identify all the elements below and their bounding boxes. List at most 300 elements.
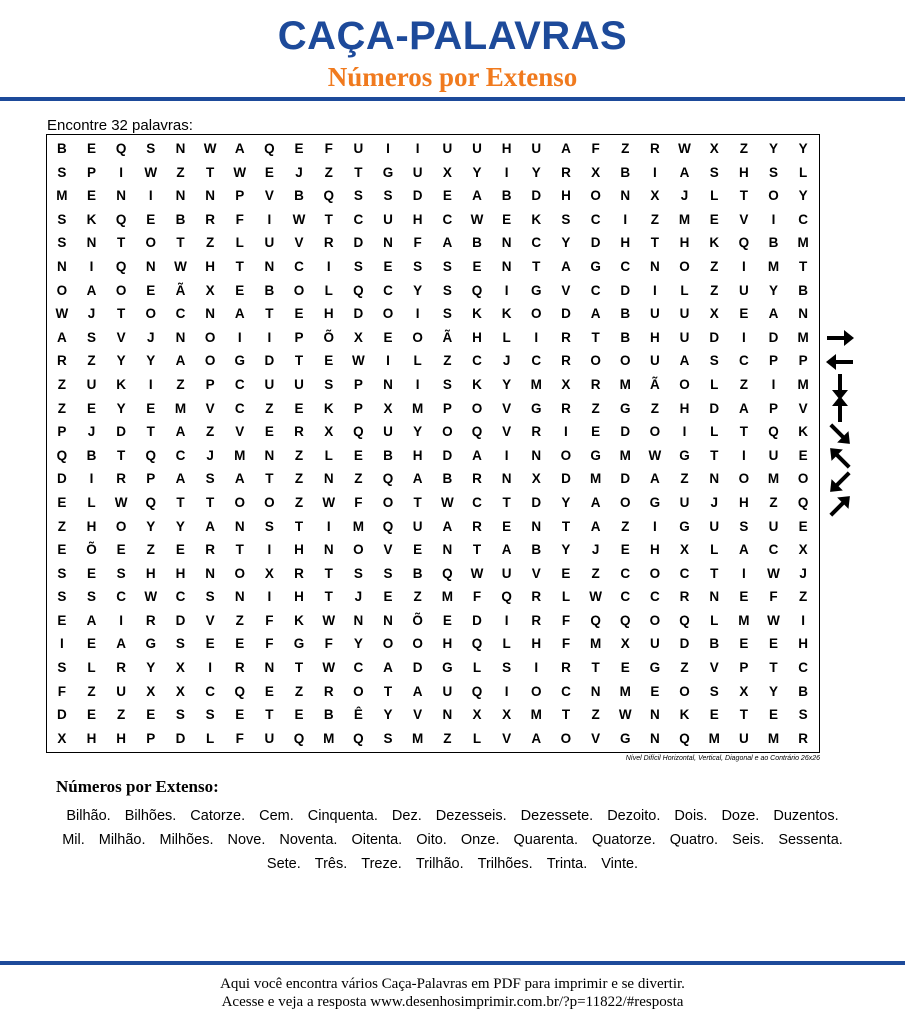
- grid-cell: U: [709, 518, 720, 534]
- grid-cell: A: [205, 518, 215, 534]
- grid-cell: P: [235, 188, 245, 204]
- grid-cell: V: [709, 660, 719, 676]
- grid-cell: O: [412, 636, 423, 652]
- grid-cell: V: [502, 730, 512, 746]
- grid-cell: A: [86, 282, 97, 298]
- grid-cell: M: [174, 400, 187, 416]
- grid-cell: L: [561, 589, 571, 605]
- grid-cell: K: [294, 612, 304, 628]
- grid-cell: F: [57, 683, 66, 699]
- grid-cell: P: [353, 376, 363, 392]
- grid-cell: F: [235, 730, 244, 746]
- grid-cell: U: [383, 424, 393, 440]
- grid-cell: T: [146, 424, 155, 440]
- grid-cell: S: [442, 306, 452, 322]
- grid-cell: G: [145, 636, 157, 652]
- grid-cell: Q: [264, 141, 275, 156]
- grid-cell: R: [116, 660, 126, 676]
- grid-cell: R: [205, 211, 215, 227]
- grid-cell: M: [619, 447, 631, 463]
- grid-cell: N: [86, 235, 97, 251]
- grid-cell: Z: [769, 494, 778, 510]
- grid-cell: U: [768, 447, 779, 463]
- arrow-up-right-icon: [822, 494, 858, 518]
- grid-cell: B: [323, 707, 334, 723]
- grid-cell: N: [383, 376, 393, 392]
- grid-cell: J: [206, 447, 214, 463]
- grid-cell: T: [413, 494, 422, 510]
- grid-cell: Z: [650, 400, 660, 416]
- grid-cell: Q: [679, 730, 690, 746]
- grid-cell: X: [175, 683, 185, 699]
- grid-cell: E: [798, 447, 808, 463]
- grid-cell: O: [204, 329, 216, 345]
- page-title: CAÇA-PALAVRAS: [277, 14, 628, 58]
- grid-cell: F: [324, 141, 333, 156]
- grid-cell: T: [117, 306, 126, 322]
- grid-cell: M: [589, 636, 602, 652]
- grid-cell: A: [234, 306, 245, 322]
- grid-cell: W: [144, 589, 158, 605]
- grid-cell: C: [738, 353, 749, 369]
- grid-cell: V: [502, 424, 512, 440]
- grid-cell: I: [59, 636, 64, 652]
- grid-cell: N: [353, 612, 364, 628]
- grid-cell: Z: [205, 424, 215, 440]
- grid-cell: E: [383, 589, 393, 605]
- grid-cell: L: [710, 424, 719, 440]
- grid-cell: A: [561, 258, 571, 274]
- grid-cell: Y: [353, 636, 363, 652]
- grid-cell: N: [531, 447, 542, 463]
- grid-cell: D: [561, 471, 571, 487]
- grid-cell: S: [709, 164, 719, 180]
- grid-cell: I: [504, 447, 509, 463]
- grid-cell: W: [470, 211, 484, 227]
- grid-cell: N: [145, 258, 156, 274]
- grid-cell: M: [412, 730, 424, 746]
- grid-cell: F: [324, 636, 333, 652]
- grid-cell: H: [412, 211, 423, 227]
- grid-cell: E: [57, 542, 67, 558]
- top-divider: [0, 97, 905, 101]
- grid-cell: W: [114, 494, 128, 510]
- grid-cell: C: [620, 565, 631, 581]
- grid-cell: A: [650, 471, 660, 487]
- grid-cell: B: [175, 211, 186, 227]
- grid-cell: Z: [591, 707, 600, 723]
- grid-cell: B: [768, 235, 779, 251]
- grid-cell: N: [383, 612, 393, 628]
- grid-cell: D: [620, 282, 631, 298]
- grid-cell: H: [798, 636, 809, 652]
- grid-cell: N: [175, 141, 186, 156]
- grid-cell: A: [561, 141, 571, 156]
- grid-cell: K: [472, 306, 482, 322]
- grid-cell: I: [208, 660, 212, 676]
- grid-cell: P: [769, 400, 779, 416]
- grid-cell: O: [353, 683, 364, 699]
- grid-cell: N: [323, 471, 334, 487]
- grid-cell: Ã: [650, 376, 660, 392]
- grid-cell: E: [57, 612, 67, 628]
- grid-cell: Õ: [86, 542, 97, 558]
- grid-cell: C: [531, 353, 542, 369]
- grid-cell: O: [234, 494, 245, 510]
- word-list-item: Nove.: [227, 832, 266, 848]
- grid-cell: U: [383, 211, 393, 227]
- grid-cell: R: [472, 518, 482, 534]
- grid-cell: E: [769, 707, 779, 723]
- grid-cell: T: [710, 565, 719, 581]
- grid-cell: E: [86, 400, 96, 416]
- grid-cell: N: [56, 258, 67, 274]
- grid-cell: V: [413, 707, 423, 723]
- grid-cell: E: [502, 211, 512, 227]
- grid-cell: E: [235, 282, 245, 298]
- grid-cell: E: [86, 565, 96, 581]
- grid-cell: Ê: [353, 707, 363, 723]
- grid-cell: I: [415, 141, 420, 156]
- grid-cell: I: [89, 258, 94, 274]
- grid-cell: J: [295, 164, 303, 180]
- grid-cell: M: [589, 471, 602, 487]
- grid-cell: H: [472, 329, 482, 345]
- grid-cell: N: [501, 235, 512, 251]
- grid-cell: M: [323, 730, 335, 746]
- grid-cell: Q: [293, 730, 305, 746]
- grid-cell: E: [620, 660, 630, 676]
- grid-cell: D: [531, 494, 542, 510]
- grid-cell: O: [204, 353, 216, 369]
- grid-cell: E: [116, 542, 126, 558]
- grid-cell: R: [205, 542, 215, 558]
- grid-cell: G: [531, 400, 542, 416]
- grid-cell: V: [502, 400, 512, 416]
- grid-cell: O: [145, 306, 157, 322]
- grid-cell: L: [502, 329, 511, 345]
- grid-cell: D: [679, 636, 690, 652]
- grid-cell: I: [267, 589, 272, 605]
- grid-cell: N: [205, 565, 215, 581]
- grid-cell: Q: [471, 424, 483, 440]
- grid-cell: Y: [561, 494, 571, 510]
- grid-cell: A: [234, 471, 245, 487]
- grid-cell: A: [175, 424, 186, 440]
- grid-cell: O: [679, 683, 690, 699]
- grid-cell: L: [472, 660, 482, 676]
- grid-cell: D: [353, 306, 364, 322]
- grid-cell: C: [679, 565, 690, 581]
- grid-cell: K: [116, 376, 126, 392]
- grid-cell: A: [116, 636, 126, 652]
- grid-cell: U: [768, 518, 779, 534]
- grid-cell: O: [531, 683, 542, 699]
- grid-cell: H: [501, 141, 512, 156]
- grid-cell: C: [561, 683, 571, 699]
- grid-cell: D: [531, 188, 542, 204]
- grid-cell: T: [650, 235, 660, 251]
- grid-cell: L: [87, 660, 96, 676]
- grid-cell: E: [502, 518, 512, 534]
- grid-cell: T: [265, 707, 274, 723]
- word-list-item: Oitenta.: [351, 832, 403, 848]
- grid-cell: Õ: [412, 612, 423, 628]
- grid-cell: X: [146, 683, 156, 699]
- grid-cell: Y: [798, 188, 808, 204]
- grid-cell: Y: [383, 707, 393, 723]
- grid-cell: C: [798, 660, 809, 676]
- grid-cell: T: [324, 565, 333, 581]
- grid-cell: Y: [146, 518, 156, 534]
- grid-cell: Õ: [323, 329, 334, 345]
- grid-cell: A: [175, 471, 186, 487]
- grid-cell: Y: [413, 424, 423, 440]
- grid-cell: U: [738, 730, 749, 746]
- grid-cell: M: [767, 258, 780, 274]
- grid-cell: E: [383, 258, 393, 274]
- grid-cell: B: [264, 282, 275, 298]
- grid-cell: L: [680, 282, 689, 298]
- grid-cell: P: [442, 400, 452, 416]
- grid-cell: T: [799, 258, 808, 274]
- grid-cell: E: [294, 141, 304, 156]
- grid-cell: N: [264, 447, 275, 463]
- grid-cell: D: [709, 329, 720, 345]
- grid-cell: U: [679, 329, 690, 345]
- grid-cell: Y: [769, 141, 779, 156]
- grid-cell: M: [234, 447, 246, 463]
- grid-cell: S: [57, 164, 67, 180]
- grid-cell: S: [353, 258, 363, 274]
- grid-cell: D: [412, 660, 423, 676]
- grid-cell: U: [650, 353, 660, 369]
- instructions: Encontre 32 palavras:: [47, 117, 193, 134]
- grid-cell: F: [472, 589, 482, 605]
- grid-cell: T: [324, 589, 333, 605]
- grid-cell: G: [293, 636, 305, 652]
- grid-cell: I: [801, 612, 806, 628]
- grid-cell: E: [620, 542, 630, 558]
- grid-cell: U: [650, 636, 660, 652]
- grid-cell: Q: [234, 683, 245, 699]
- grid-cell: E: [175, 542, 185, 558]
- grid-cell: S: [175, 636, 185, 652]
- grid-cell: Z: [176, 376, 185, 392]
- grid-cell: F: [591, 141, 600, 156]
- grid-cell: U: [472, 141, 482, 156]
- grid-cell: U: [650, 306, 660, 322]
- grid-cell: H: [145, 565, 156, 581]
- grid-cell: A: [175, 353, 186, 369]
- grid-cell: Z: [87, 683, 96, 699]
- grid-cell: M: [678, 211, 691, 227]
- grid-cell: E: [235, 707, 245, 723]
- grid-cell: P: [146, 471, 156, 487]
- grid-cell: R: [531, 589, 542, 605]
- grid-cell: M: [530, 707, 542, 723]
- word-list-item: Trilhão.: [415, 856, 464, 872]
- grid-cell: E: [86, 707, 96, 723]
- grid-cell: P: [798, 353, 808, 369]
- grid-cell: Z: [621, 141, 630, 156]
- grid-cell: W: [440, 494, 454, 510]
- grid-cell: H: [650, 542, 660, 558]
- grid-cell: Z: [235, 612, 244, 628]
- grid-cell: I: [267, 542, 272, 558]
- grid-cell: R: [56, 353, 67, 369]
- grid-cell: W: [618, 707, 632, 723]
- grid-cell: Q: [738, 235, 750, 251]
- grid-cell: N: [442, 707, 453, 723]
- grid-cell: L: [710, 376, 719, 392]
- grid-cell: H: [679, 400, 690, 416]
- grid-cell: E: [472, 258, 482, 274]
- grid-cell: N: [175, 329, 186, 345]
- grid-cell: S: [57, 211, 67, 227]
- grid-cell: S: [383, 730, 393, 746]
- grid-cell: L: [413, 353, 422, 369]
- word-list-item: Bilhão.: [66, 808, 111, 824]
- grid-cell: B: [472, 235, 482, 251]
- grid-cell: U: [86, 376, 97, 392]
- grid-cell: O: [234, 565, 245, 581]
- grid-cell: W: [678, 141, 691, 156]
- grid-cell: E: [146, 400, 156, 416]
- grid-cell: S: [205, 707, 215, 723]
- grid-cell: Q: [56, 447, 68, 463]
- arrow-left-icon: [822, 350, 858, 374]
- grid-cell: T: [739, 707, 748, 723]
- grid-cell: P: [739, 660, 749, 676]
- grid-cell: L: [324, 447, 333, 463]
- grid-cell: C: [620, 589, 631, 605]
- grid-cell: X: [175, 660, 185, 676]
- grid-cell: Z: [324, 164, 333, 180]
- grid-cell: R: [294, 565, 304, 581]
- grid-cell: Z: [739, 376, 748, 392]
- grid-cell: B: [501, 188, 512, 204]
- grid-cell: R: [561, 329, 571, 345]
- grid-cell: F: [561, 612, 571, 628]
- grid-cell: N: [264, 660, 275, 676]
- grid-cell: R: [679, 589, 690, 605]
- grid-cell: P: [294, 329, 304, 345]
- grid-cell: O: [412, 329, 423, 345]
- bottom-divider: [0, 961, 905, 965]
- grid-cell: A: [590, 494, 601, 510]
- grid-cell: S: [709, 353, 719, 369]
- grid-cell: P: [86, 164, 96, 180]
- grid-cell: D: [175, 730, 186, 746]
- grid-cell: G: [531, 282, 542, 298]
- grid-cell: R: [531, 424, 542, 440]
- grid-cell: H: [531, 636, 542, 652]
- grid-cell: Y: [561, 542, 571, 558]
- grid-cell: Q: [590, 612, 601, 628]
- grid-cell: N: [709, 589, 720, 605]
- grid-cell: X: [472, 707, 482, 723]
- grid-cell: D: [412, 188, 423, 204]
- grid-cell: B: [798, 282, 809, 298]
- grid-cell: D: [56, 471, 67, 487]
- grid-cell: O: [442, 424, 453, 440]
- grid-cell: X: [531, 471, 541, 487]
- grid-cell: Q: [353, 730, 364, 746]
- grid-cell: B: [620, 306, 631, 322]
- word-list-item: Cinquenta.: [307, 808, 378, 824]
- grid-cell: O: [56, 282, 68, 298]
- grid-cell: T: [294, 660, 304, 676]
- grid-cell: E: [86, 636, 96, 652]
- grid-cell: J: [710, 494, 718, 510]
- word-list-item: Sete.: [266, 856, 301, 872]
- grid-cell: N: [620, 188, 631, 204]
- grid-cell: Z: [205, 235, 215, 251]
- grid-cell: V: [294, 235, 304, 251]
- grid-cell: P: [769, 353, 779, 369]
- grid-cell: S: [502, 660, 512, 676]
- grid-cell: T: [205, 494, 215, 510]
- grid-cell: T: [117, 447, 126, 463]
- grid-cell: D: [590, 235, 601, 251]
- grid-cell: X: [502, 707, 512, 723]
- grid-cell: O: [768, 188, 779, 204]
- grid-cell: Q: [442, 565, 453, 581]
- grid-cell: E: [709, 707, 719, 723]
- grid-cell: Y: [146, 353, 156, 369]
- word-list-item: Onze.: [460, 832, 500, 848]
- grid-cell: E: [739, 636, 749, 652]
- grid-cell: I: [326, 518, 331, 534]
- grid-cell: Q: [323, 188, 334, 204]
- grid-cell: Y: [531, 164, 541, 180]
- grid-cell: Y: [146, 660, 156, 676]
- grid-cell: C: [175, 306, 186, 322]
- grid-cell: C: [116, 589, 126, 605]
- grid-cell: A: [412, 683, 423, 699]
- grid-cell: J: [591, 542, 600, 558]
- grid-cell: Z: [294, 494, 304, 510]
- grid-cell: L: [502, 636, 511, 652]
- word-list-item: Trinta.: [546, 856, 588, 872]
- grid-cell: D: [56, 707, 67, 723]
- grid-cell: E: [591, 424, 601, 440]
- grid-cell: D: [264, 353, 275, 369]
- grid-cell: Y: [116, 400, 126, 416]
- grid-cell: R: [323, 235, 334, 251]
- grid-cell: F: [354, 494, 363, 510]
- arrow-down-right-icon: [822, 422, 858, 446]
- grid-cell: X: [680, 542, 690, 558]
- grid-cell: Y: [502, 376, 512, 392]
- grid-cell: I: [148, 376, 153, 392]
- grid-cell: O: [382, 494, 394, 510]
- grid-cell: S: [442, 376, 452, 392]
- grid-cell: I: [148, 188, 153, 204]
- grid-cell: C: [620, 258, 631, 274]
- grid-cell: Z: [176, 164, 185, 180]
- grid-cell: T: [235, 542, 244, 558]
- grid-cell: E: [769, 636, 779, 652]
- grid-cell: B: [442, 471, 453, 487]
- grid-cell: R: [650, 141, 660, 156]
- grid-cell: O: [590, 353, 601, 369]
- grid-cell: E: [264, 164, 274, 180]
- grid-cell: O: [590, 188, 601, 204]
- grid-cell: I: [386, 353, 390, 369]
- grid-cell: K: [323, 400, 334, 416]
